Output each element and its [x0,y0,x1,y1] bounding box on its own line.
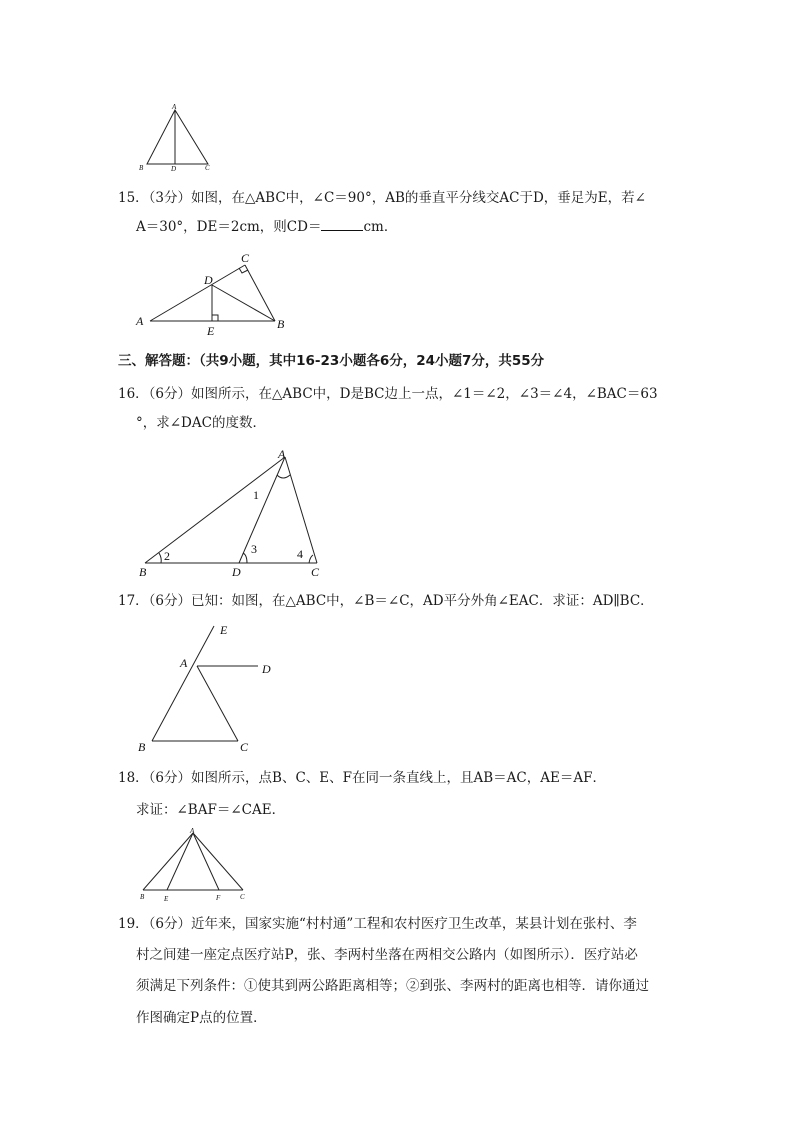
segment-af [193,833,219,890]
q19-line1: 19．（6分）近年来，国家实施“村村通”工程和农村医疗卫生改革，某县计划在张村、李 [118,916,637,932]
q18-line1: 18．（6分）如图所示，点B、C、E、F在同一条直线上，且AB＝AC，AE＝AF． [118,770,606,786]
triangle-abc [147,110,208,164]
label-c: C [311,565,320,579]
segment-ac [150,265,245,321]
label-d: D [171,165,177,173]
angle-arc-4 [309,555,313,563]
q15-line2 [136,218,397,236]
segment-be [152,626,214,741]
label-1: 1 [253,488,259,502]
q15-line2-b: cm． [363,219,398,235]
label-f: F [216,894,221,902]
label-4: 4 [297,547,303,561]
figure-q18 [135,826,255,906]
answer-blank[interactable] [321,218,363,231]
segment-ac [193,833,243,890]
q19-line4: 作图确定P点的位置． [136,1010,267,1026]
right-angle-e [212,315,218,321]
q15-line2-a: A＝30°，DE＝2cm，则CD＝ [136,219,322,235]
figure-q14 [135,100,220,175]
q16-line1: 16．（6分）如图所示，在△ABC中，D是BC边上一点，∠1＝∠2，∠3＝∠4，∠BAC＝63 [118,386,658,402]
q19-line2: 村之间建一座定点医疗站P，张、李两村坐落在两相交公路内（如图所示）．医疗站必 [136,947,638,963]
segment-ba [145,457,285,563]
label-3: 3 [251,542,257,556]
segment-ab [143,833,193,890]
label-a: A [180,656,188,670]
label-b: B [277,317,285,331]
q17-line1: 17．（6分）已知：如图，在△ABC中，∠B＝∠C，AD平分外角∠EAC．求证：AD∥BC． [118,593,654,609]
section3-heading: 三、解答题：（共9小题，其中16-23小题各6分，24小题7分，共55分 [118,353,545,369]
figure-q17 [130,618,290,758]
label-b: B [140,893,145,901]
q15-line1: 15．（3分）如图，在△ABC中，∠C＝90°，AB的垂直平分线交AC于D，垂足为E，若∠ [118,190,646,206]
q16-line2: °，求∠DAC的度数． [136,415,266,431]
segment-ae [167,833,193,890]
label-d: D [204,273,213,287]
angle-arc-2 [159,553,161,563]
q19-line3: 须满足下列条件：①使其到两公路距离相等；②到张、李两村的距离也相等．请你通过 [136,978,649,994]
label-b: B [138,740,146,754]
label-a: A [190,827,195,835]
segment-ad [239,457,285,563]
label-b: B [139,565,147,579]
label-e: E [164,895,169,903]
label-a: A [278,447,286,461]
label-d: D [232,565,241,579]
label-c: C [205,164,210,172]
label-a: A [136,314,144,328]
q18-line2: 求证：∠BAF＝∠CAE． [136,802,286,818]
angle-arc-1 [277,475,290,478]
label-c: C [240,893,245,901]
label-e: E [207,324,215,338]
label-d: D [262,662,271,676]
label-b: B [139,164,144,172]
segment-ac [197,666,238,741]
figure-q15 [132,248,292,340]
label-2: 2 [164,549,170,563]
label-c: C [240,740,249,754]
angle-arc-3 [243,553,247,563]
label-a: A [172,103,177,111]
figure-q16 [135,445,335,583]
label-c: C [241,251,250,265]
label-e: E [220,623,228,637]
